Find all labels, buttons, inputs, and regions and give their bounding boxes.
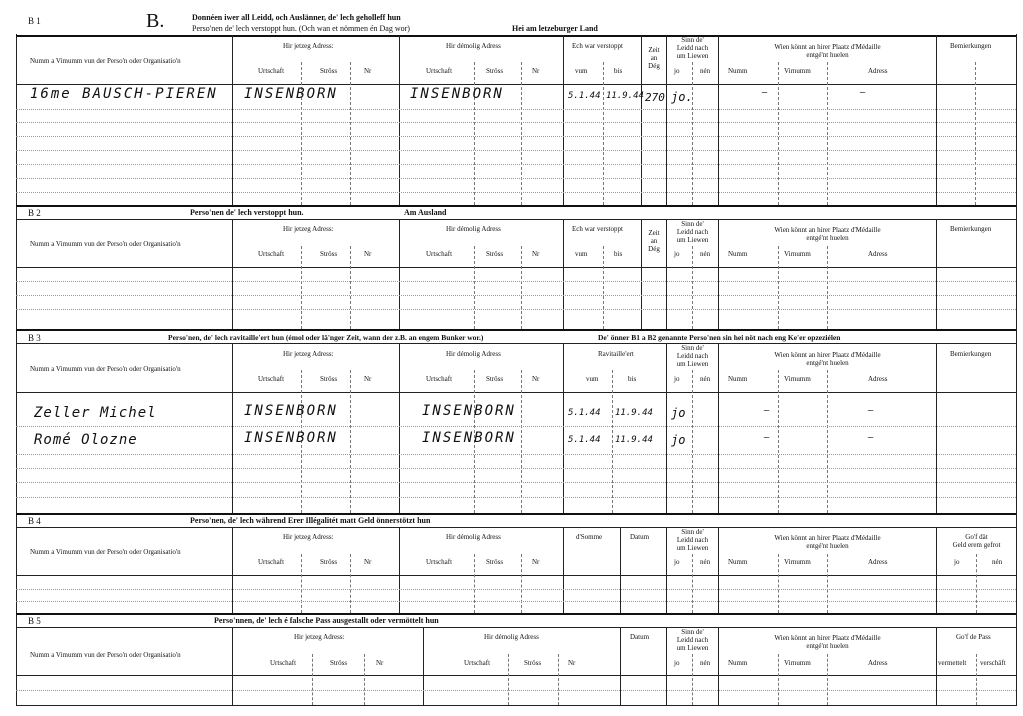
b5-former-address-header: Hir démolig Adress [484,633,539,641]
b4-name-header: Numm a Vimumm vun der Perso'n oder Organisatio'n [30,548,181,556]
b4-urtschaft-header: Urtschaft [258,558,285,566]
b3-adress-header: Adress [868,375,888,383]
b1-entry-to: 11.9.44 [606,91,644,101]
b1-nr-header: Nr [364,67,372,75]
b5-nr2-header: Nr [568,659,576,667]
section-code-b2: B 2 [28,208,41,218]
b2-numm-header: Numm [728,250,748,258]
b1-urtschaft-header: Urtschaft [258,67,285,75]
b4-sinn-header: Sinn de' Leidd nach um Liewen [676,528,709,553]
b4-virnumm-header: Virnumm [784,558,811,566]
b4-gof-dat-header: Go'f dät Geld erem gefrot [952,533,1001,550]
b3-entry2-medal-numm: — [764,433,770,443]
b2-former-address-header: Hir démolig Adress [446,225,501,233]
b3-header-bottom [16,392,1016,393]
b2-urtschaft-header: Urtschaft [258,250,285,258]
b3-entry2-medal-adress: — [868,433,874,443]
b2-vum-header: vum [575,250,588,258]
b4-urtschaft2-header: Urtschaft [426,558,453,566]
b4-title: Perso'nen, de' lech während Erer Illégalitét matt Geld önnerstötzt hun [190,516,431,525]
b5-stross-header: Ströss [330,659,348,667]
b1-entry-current: INSENBORN [244,86,338,102]
b2-urtschaft2-header: Urtschaft [426,250,453,258]
b1-nr2-header: Nr [532,67,540,75]
b1-name-header: Numm a Vimumm vun der Perso'n oder Organisatio'n [30,57,181,65]
b3-entry2-name: Romé Olozne [34,432,138,448]
b3-nr-header: Nr [364,375,372,383]
b1-zeit-header: Zeit an Dég [648,46,660,71]
b3-entry2-jo: jo [671,433,686,447]
section-code-b5: B 5 [28,616,41,626]
b3-entry2-from: 5.1.44 [568,435,601,445]
b3-sinn-header: Sinn de' Leidd nach um Liewen [676,344,709,369]
b2-virnumm-header: Virnumm [784,250,811,258]
b3-nen-header: nén [700,375,711,383]
b3-current-address-header: Hir jetzeg Adress: [283,350,334,358]
b5-name-header: Numm a Vimumm vun der Perso'n oder Organisatio'n [30,651,181,659]
b4-datum-header: Datum [630,533,650,541]
b3-entry1-from: 5.1.44 [568,408,601,418]
b3-entry1-jo: jo [671,406,686,420]
b5-verschaft-header: verschäft [980,659,1006,667]
b5-vermettelt-header: vermettelt [938,659,967,667]
b1-header-bottom [16,84,1016,85]
section-code-b3: B 3 [28,333,41,343]
b4-jo-header: jo [674,558,680,566]
b1-current-address-header: Hir jetzeg Adress: [283,42,334,50]
b5-stross2-header: Ströss [524,659,542,667]
b1-numm-header: Numm [728,67,748,75]
b2-place: Am Ausland [404,208,447,217]
section-code-b4: B 4 [28,516,41,526]
b1-bis-header: bis [614,67,623,75]
b1-adress-header: Adress [868,67,888,75]
b4-numm-header: Numm [728,558,748,566]
form-letter: B. [146,10,165,32]
b4-former-address-header: Hir démolig Adress [446,533,501,541]
b5-top-rule [16,613,1016,615]
b2-header-bottom [16,267,1016,268]
b1-vum-header: vum [575,67,588,75]
b2-hid-header: Ech war verstoppt [572,225,623,233]
b5-gof-pass-header: Go'f de Pass [956,633,991,641]
b5-bottom [16,705,1016,706]
b5-sinn-header: Sinn de' Leidd nach um Liewen [676,628,709,653]
form-title-line2: Perso'nen de' lech verstoppt hun. (Och wan et nömmen én Dag wor) [192,24,410,33]
b2-subheader-top [16,219,1016,220]
b4-nen2-header: nén [992,558,1003,566]
b3-virnumm-header: Virnumm [784,375,811,383]
b2-name-header: Numm a Vimumm vun der Perso'n oder Organisatio'n [30,240,181,248]
b4-nen-header: nén [700,558,711,566]
b3-bis-header: bis [628,375,637,383]
b3-name-header: Numm a Vimumm vun der Perso'n oder Organisatio'n [30,365,181,373]
b2-nen-header: nén [700,250,711,258]
b1-stross-header: Ströss [320,67,338,75]
b5-nen-header: nén [700,659,711,667]
b4-adress-header: Adress [868,558,888,566]
b3-entry2-former: INSENBORN [422,430,516,446]
b5-urtschaft2-header: Urtschaft [464,659,491,667]
form-title-line1: Donnéen iwer all Leidd, och Auslänner, de' lech geholleff hun [192,13,401,22]
b1-entry-from: 5.1.44 [568,91,601,101]
b1-entry-name: 16me BAUSCH-PIEREN [30,86,218,102]
b5-jo-header: jo [674,659,680,667]
b1-medal-header: Wien könnt an hirer Plaatz d'Médaille entgé'nt huelen [774,43,881,60]
b1-former-address-header: Hir démolig Adress [446,42,501,50]
b5-current-address-header: Hir jetzeg Adress: [294,633,345,641]
b3-entry1-medal-adress: — [868,406,874,416]
b2-medal-header: Wien könnt an hirer Plaatz d'Médaille entgé'nt huelen [774,226,881,243]
b3-medal-header: Wien könnt an hirer Plaatz d'Médaille entgé'nt huelen [774,351,881,368]
b3-top-rule [16,329,1016,331]
b1-entry-days: 270 [645,91,665,104]
b3-bemierkungen-header: Bemierkungen [950,350,992,358]
b1-bemierkungen-header: Bemierkungen [950,42,992,50]
b4-nr-header: Nr [364,558,372,566]
b3-entry1-name: Zeller Michel [34,405,157,421]
b4-stross2-header: Ströss [486,558,504,566]
b3-stross-header: Ströss [320,375,338,383]
b2-stross2-header: Ströss [486,250,504,258]
b5-title: Perso'nnen, de' lech é falsche Pass ausgestallt oder vermöttelt hun [214,616,439,625]
frame-left [16,34,17,706]
b3-jo-header: jo [674,375,680,383]
b1-jo-header: jo [674,67,680,75]
b5-virnumm-header: Virnumm [784,659,811,667]
b5-medal-header: Wien könnt an hirer Plaatz d'Médaille entgé'nt huelen [774,634,881,651]
b3-entry1-former: INSENBORN [422,403,516,419]
b1-entry-medal-adress: — [860,88,866,98]
frame-right [1016,34,1017,706]
b2-nr2-header: Nr [532,250,540,258]
b2-title: Perso'nen de' lech verstoppt hun. [190,208,304,217]
b3-title: Perso'nen, de' lech ravitaille'ert hun (émol oder lä'nger Zeit, wann der z.B. an engem Bunker wor.) [168,333,484,342]
b2-top-rule [16,205,1016,207]
b3-ravit-header: Ravitaille'ert [598,350,634,358]
b1-stross2-header: Ströss [486,67,504,75]
section-code-b1: B 1 [28,16,41,26]
b3-entry1-current: INSENBORN [244,403,338,419]
b1-entry-jo: jo. [671,90,693,104]
b5-urtschaft-header: Urtschaft [270,659,297,667]
b4-header-bottom [16,575,1016,576]
b2-nr-header: Nr [364,250,372,258]
b3-stross2-header: Ströss [486,375,504,383]
b3-vum-header: vum [586,375,599,383]
b2-adress-header: Adress [868,250,888,258]
b3-note: De' önner B1 a B2 genannte Perso'nen sin hei nöt nach eng Ke'er opzeziélen [598,333,841,342]
b1-entry-former: INSENBORN [410,86,504,102]
b3-numm-header: Numm [728,375,748,383]
b3-entry2-to: 11.9.44 [615,435,653,445]
b2-sinn-header: Sinn de' Leidd nach um Liewen [676,220,709,245]
b4-somme-header: d'Somme [576,533,603,541]
b4-medal-header: Wien könnt an hirer Plaatz d'Médaille entgé'nt huelen [774,534,881,551]
b4-subheader-top [16,527,1016,528]
section-b1-place: Hei am letzeburger Land [512,24,598,33]
b5-numm-header: Numm [728,659,748,667]
b4-stross-header: Ströss [320,558,338,566]
b5-header-bottom [16,675,1016,676]
b2-bis-header: bis [614,250,623,258]
b2-current-address-header: Hir jetzeg Adress: [283,225,334,233]
b1-sinn-header: Sinn de' Leidd nach um Liewen [676,36,709,61]
b4-top-rule [16,513,1016,515]
b3-former-address-header: Hir démolig Adress [446,350,501,358]
b5-datum-header: Datum [630,633,650,641]
b2-stross-header: Ströss [320,250,338,258]
b4-jo2-header: jo [954,558,960,566]
b3-urtschaft2-header: Urtschaft [426,375,453,383]
b3-subheader-top [16,343,1016,344]
b2-zeit-header: Zeit an Dég [648,229,660,254]
b1-entry-medal-numm: — [762,88,768,98]
b3-entry2-current: INSENBORN [244,430,338,446]
b1-top-rule [16,35,1016,37]
b3-nr2-header: Nr [532,375,540,383]
b1-nen-header: nén [700,67,711,75]
b1-hid-header: Ech war verstoppt [572,42,623,50]
b4-nr2-header: Nr [532,558,540,566]
b4-current-address-header: Hir jetzeg Adress: [283,533,334,541]
b1-virnumm-header: Virnumm [784,67,811,75]
b5-adress-header: Adress [868,659,888,667]
b2-jo-header: jo [674,250,680,258]
b3-entry1-medal-numm: — [764,406,770,416]
b5-subheader-top [16,627,1016,628]
b3-entry1-to: 11.9.44 [615,408,653,418]
b5-nr-header: Nr [376,659,384,667]
b2-bemierkungen-header: Bemierkungen [950,225,992,233]
b1-urtschaft2-header: Urtschaft [426,67,453,75]
b3-urtschaft-header: Urtschaft [258,375,285,383]
